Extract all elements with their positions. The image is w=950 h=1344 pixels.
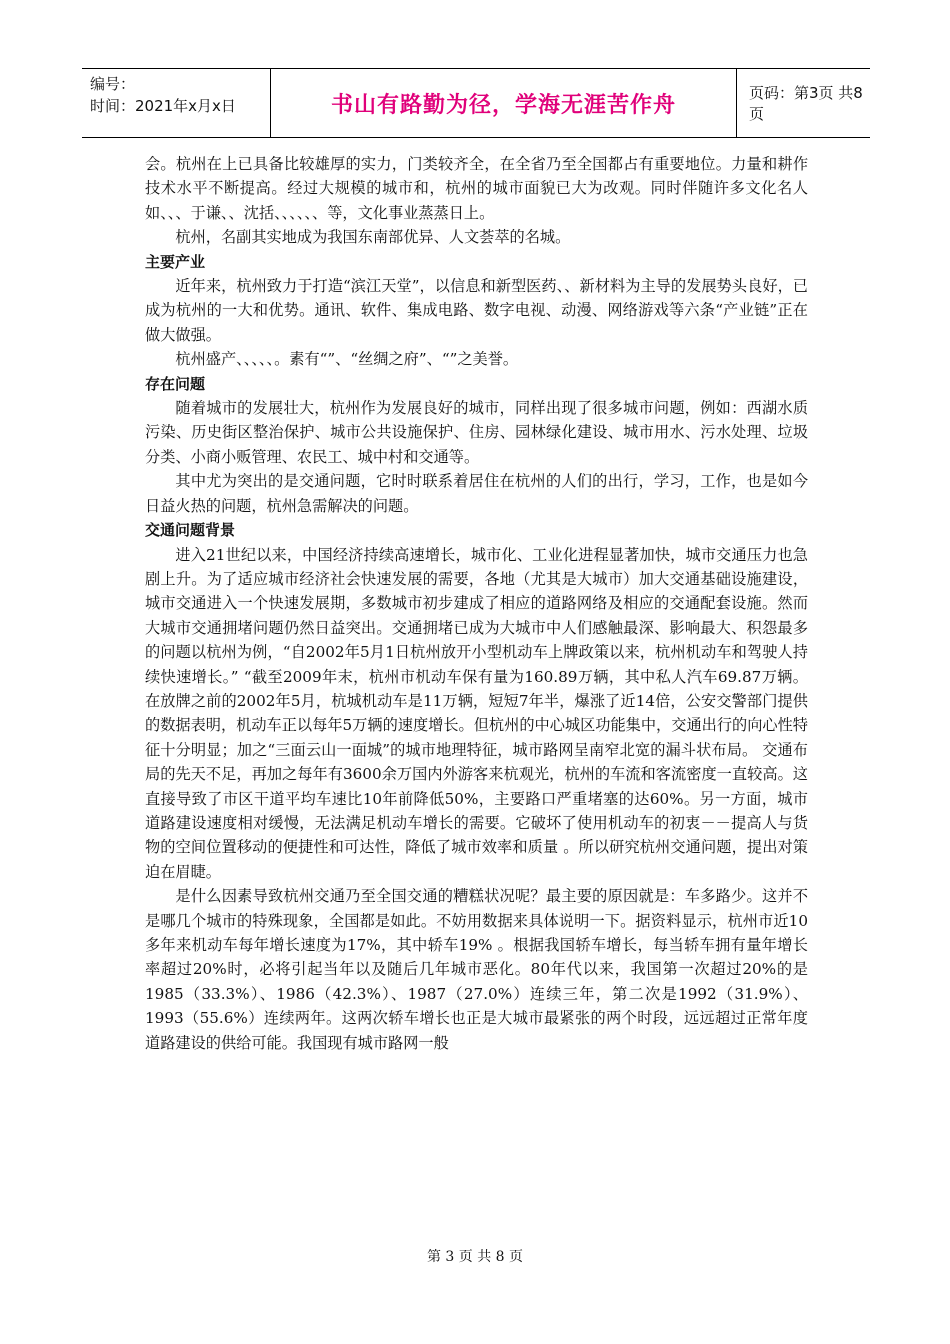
document-body <box>145 152 808 1055</box>
paragraph: 其中尤为突出的是交通问题，它时时联系着居住在杭州的人们的出行，学习，工作，也是如今日益火热的问题，杭州急需解决的问题。 <box>145 472 808 515</box>
section-heading: 交通问题背景 <box>145 521 236 540</box>
section-heading: 存在问题 <box>145 374 206 393</box>
page-header <box>82 68 870 138</box>
paragraph: 进入21世纪以来，中国经济持续高速增长，城市化、工业化进程显著加快，城市交通压力也急剧上升。为了适应城市经济社会快速发展的需要，各地（尤其是大城市）加大交通基础设施建设，城市交通进入一个快速发展期，多数城市初步建成了相应的道路网络及相应的交通配套设施。然而大城市交通拥堵问题仍然日益突出。交通拥堵已成为大城市中人们感触最深、影响最大、积怨最多的问题以杭州为例，“自2002年5月1日杭州放开小型机动车上牌政策以来，杭州机动车和驾驶人持续快速增长。” “截至2009年末，杭州市机动车保有量为160.89万辆，其中私人汽车69.87万辆。 在放牌之前的2002年5月，杭城机动车是11万辆，短短7年半，爆涨了近14倍，公安交警部门提供的数据表明，机动车正以每年5万辆的速度增长。但杭州的中心城区功能集中，交通出行的向心性特征十分明显；加之“三面云山一面城”的城市地理特征，城市路网呈南窄北宽的漏斗状布局。 交通布局的先天不足，再加之每年有3600余万国内外游客来杭观光，杭州的车流和客流密度一直较高。这直接导致了市区干道平均车速比10年前降低50%，主要路口严重堵塞的达60%。另一方面，城市道路建设速度相对缓慢，无法满足机动车增长的需要。它破坏了使用机动车的初衷－－提高人与货物的空间位置移动的便捷性和可达性，降低了城市效率和质量 。所以研究杭州交通问题，提出对策迫在眉睫。 <box>145 545 808 881</box>
header-meta <box>82 69 271 137</box>
paragraph: 会。杭州在上已具备比较雄厚的实力，门类较齐全，在全省乃至全国都占有重要地位。力量和耕作技术水平不断提高。经过大规模的城市和，杭州的城市面貌已大为改观。同时伴随许多文化名人如、、、于谦、、沈括、、、、、、等，文化事业蒸蒸日上。 <box>145 155 808 222</box>
header-motto: 书山有路勤为径，学海无涯苦作舟 <box>271 69 737 137</box>
number-label: 编号： <box>90 75 136 93</box>
section-heading: 主要产业 <box>145 252 206 271</box>
paragraph: 随着城市的发展壮大，杭州作为发展良好的城市，同样出现了很多城市问题，例如：西湖水质污染、历史街区整治保护、城市公共设施保护、住房、园林绿化建设、城市用水、污水处理、垃圾分类、小商小贩管理、农民工、城中村和交通等。 <box>145 399 808 466</box>
paragraph: 杭州，名副其实地成为我国东南部优异、人文荟萃的名城。 <box>175 228 571 247</box>
header-page-label: 页码：第3页 共8页 <box>749 84 863 123</box>
page-footer: 第 3 页 共 8 页 <box>426 1249 524 1265</box>
paragraph: 是什么因素导致杭州交通乃至全国交通的糟糕状况呢？最主要的原因就是：车多路少。这并不是哪几个城市的特殊现象，全国都是如此。不妨用数据来具体说明一下。据资料显示，杭州市近10多年来机动车每年增长速度为17%，其中轿车19% 。根据我国轿车增长，每当轿车拥有量年增长率超过20%时，必将引起当年以及随后几年城市恶化。80年代以来，我国第一次超过20%的是1985（33.3%）、1986（42.3%）、1987（27.0%）连续三年，第二次是1992（31.9%）、1993（55.6%）连续两年。这两次轿车增长也正是大城市最紧张的两个时段，远远超过正常年度道路建设的供给可能。我国现有城市路网一般 <box>145 887 808 1052</box>
date-label: 时间：2021年x月x日 <box>90 97 236 115</box>
paragraph: 近年来，杭州致力于打造“滨江天堂”，以信息和新型医药、、新材料为主导的发展势头良好，已成为杭州的一大和优势。通讯、软件、集成电路、数字电视、动漫、网络游戏等六条“产业链”正在做大做强。 <box>145 277 808 344</box>
paragraph: 杭州盛产、、、、、。素有“”、“丝绸之府”、“”之美誉。 <box>175 350 519 369</box>
